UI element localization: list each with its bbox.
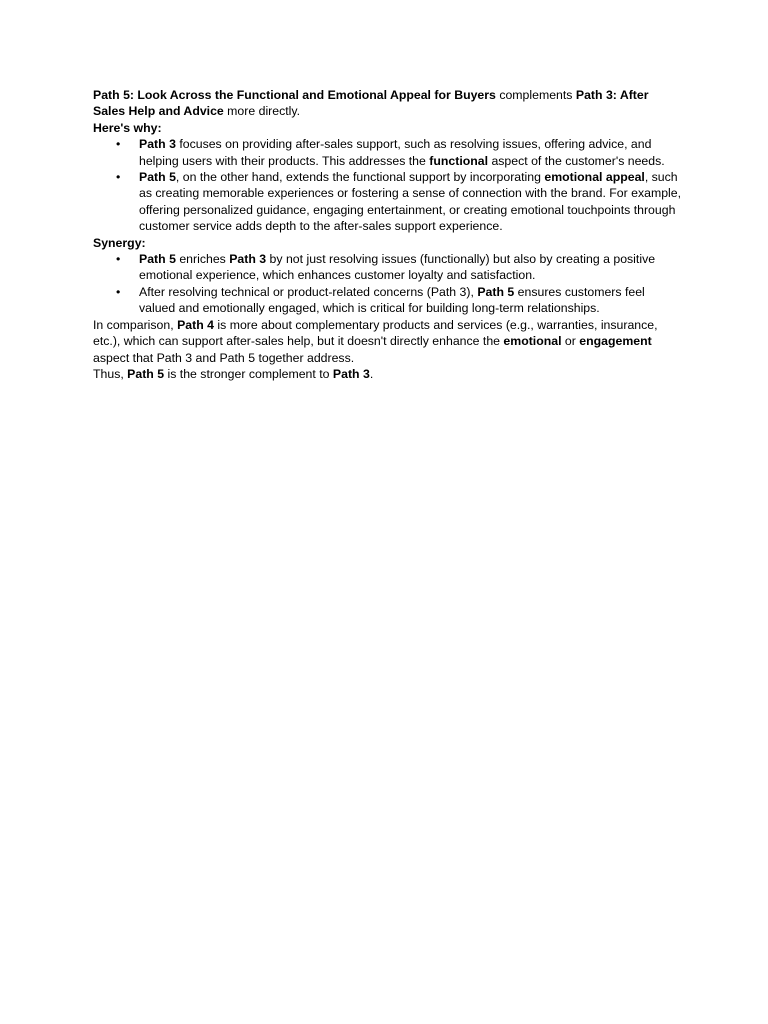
comparison-paragraph: In comparison, Path 4 is more about complementary products and services (e.g., warranties, insurance, etc.), which can support after-sales help, but it doesn't directly enhance the emotional or engagement aspect that Path 3 and Path 5 together address. bbox=[93, 317, 658, 365]
conclusion-paragraph: Thus, Path 5 is the stronger complement to Path 3. bbox=[93, 366, 374, 381]
synergy-list bbox=[93, 251, 683, 317]
document-body bbox=[93, 87, 683, 382]
why-heading: Here's why: bbox=[93, 120, 162, 135]
intro-path3-title: Path 3: After Sales Help and Advice bbox=[93, 88, 649, 119]
intro-paragraph bbox=[93, 87, 683, 120]
intro-path5-title: Path 5: Look Across the Functional and Emotional Appeal for Buyers bbox=[93, 88, 496, 102]
synergy-heading: Synergy: bbox=[93, 235, 146, 250]
list-item: • Path 5, on the other hand, extends the functional support by incorporating emotional appeal, such as creating memorable experiences or fostering a sense of connection with the brand. For example, offering personalized guidance, engaging entertainment, or creating emotional touchpoints through customer service adds depth to the after-sales support experience. bbox=[139, 169, 683, 235]
why-list bbox=[93, 136, 683, 234]
intro-text: complements bbox=[495, 88, 576, 102]
list-item: • Path 3 focuses on providing after-sales support, such as resolving issues, offering advice, and helping users with their products. This addresses the functional aspect of the customer's needs. bbox=[139, 136, 683, 169]
list-item: • After resolving technical or product-related concerns (Path 3), Path 5 ensures customers feel valued and emotionally engaged, which is critical for building long-term relationships. bbox=[139, 284, 683, 317]
intro-text-end: more directly. bbox=[223, 104, 301, 119]
list-item: • Path 5 enriches Path 3 by not just resolving issues (functionally) but also by creating a positive emotional experience, which enhances customer loyalty and satisfaction. bbox=[139, 251, 683, 284]
